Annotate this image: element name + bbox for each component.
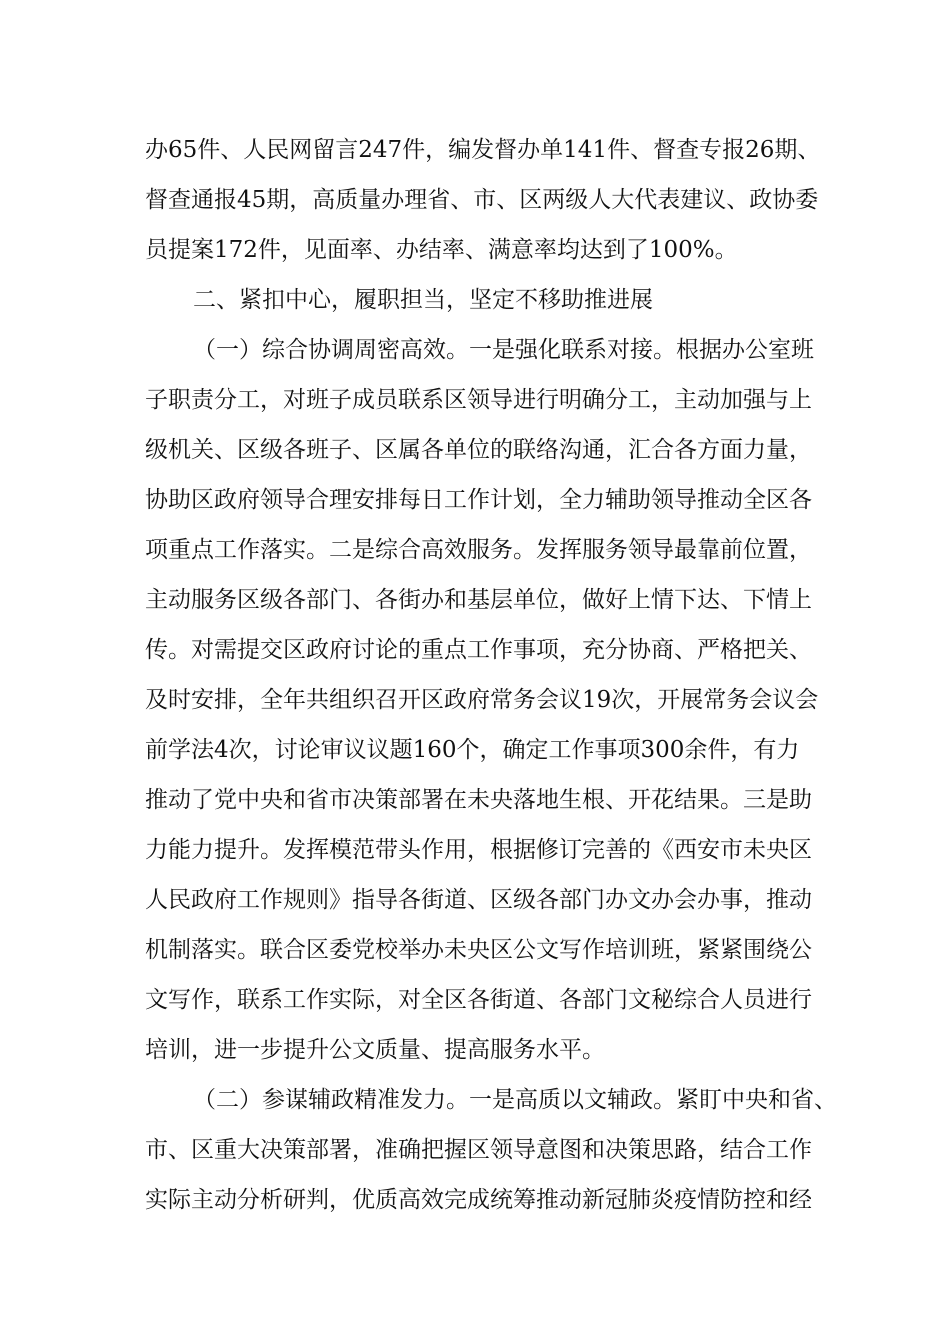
body-line: 督查通报45期，高质量办理省、市、区两级人大代表建议、政协委 <box>145 187 819 213</box>
body-line: 实际主动分析研判，优质高效完成统筹推动新冠肺炎疫情防控和经 <box>145 1187 812 1213</box>
body-line: 人民政府工作规则》指导各街道、区级各部门办文办会办事，推动 <box>145 887 812 913</box>
body-line: 及时安排，全年共组织召开区政府常务会议19次，开展常务会议会 <box>145 687 819 713</box>
body-line: 前学法4次，讨论审议议题160个，确定工作事项300余件，有力 <box>145 737 800 763</box>
body-line: 主动服务区级各部门、各街办和基层单位，做好上情下达、下情上 <box>145 587 812 613</box>
body-line: （一）综合协调周密高效。一是强化联系对接。根据办公室班 <box>193 337 814 363</box>
body-line: 子职责分工，对班子成员联系区领导进行明确分工，主动加强与上 <box>145 387 812 413</box>
body-line: 市、区重大决策部署，准确把握区领导意图和决策思路，结合工作 <box>145 1137 812 1163</box>
body-line: 文写作，联系工作实际，对全区各街道、各部门文秘综合人员进行 <box>145 987 812 1013</box>
body-line: 力能力提升。发挥模范带头作用，根据修订完善的《西安市未央区 <box>145 837 812 863</box>
body-line: 办65件、人民网留言247件，编发督办单141件、督查专报26期、 <box>145 137 821 163</box>
body-line: 协助区政府领导合理安排每日工作计划，全力辅助领导推动全区各 <box>145 487 812 513</box>
body-line: 培训，进一步提升公文质量、提高服务水平。 <box>145 1037 605 1063</box>
body-line: 推动了党中央和省市决策部署在未央落地生根、开花结果。三是助 <box>145 787 812 813</box>
body-line: 员提案172件，见面率、办结率、满意率均达到了100%。 <box>145 237 738 263</box>
body-line: 传。对需提交区政府讨论的重点工作事项，充分协商、严格把关、 <box>145 637 812 663</box>
section-heading: 二、紧扣中心，履职担当，坚定不移助推进展 <box>193 287 653 313</box>
body-line: （二）参谋辅政精准发力。一是高质以文辅政。紧盯中央和省、 <box>193 1087 837 1113</box>
body-line: 级机关、区级各班子、区属各单位的联络沟通，汇合各方面力量， <box>145 437 812 463</box>
body-line: 项重点工作落实。二是综合高效服务。发挥服务领导最靠前位置， <box>145 537 812 563</box>
body-line: 机制落实。联合区委党校举办未央区公文写作培训班，紧紧围绕公 <box>145 937 812 963</box>
